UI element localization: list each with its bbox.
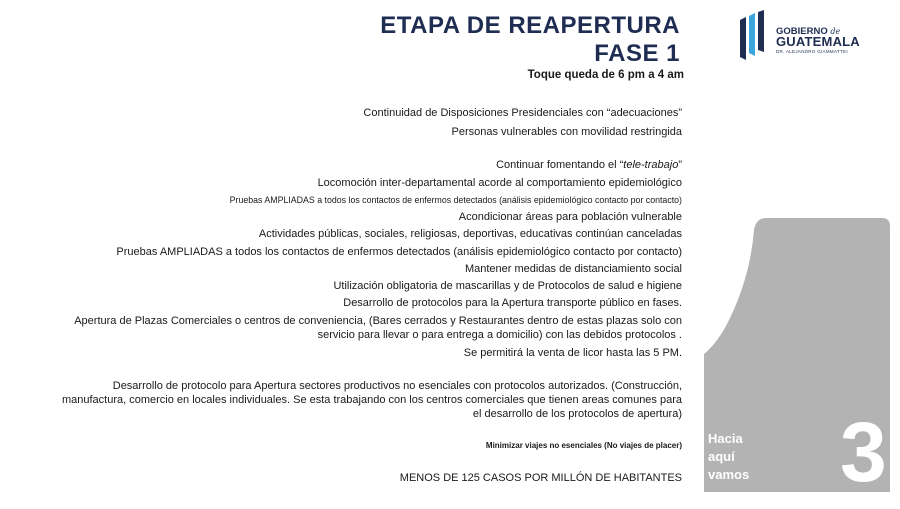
measure-item: manufactura, comercio en locales individuales. Se esta trabajando con los centros comerciales que tienen areas comunes para [61,394,682,406]
measure-item: Acondicionar áreas para población vulnerable [458,211,682,223]
measure-item: Locomoción inter-departamental acorde al comportamiento epidemiológico [317,177,682,189]
measure-item: Continuidad de Disposiciones Presidenciales con “adecuaciones” [363,107,682,119]
gobierno-guatemala-logo [740,8,870,63]
measure-item: Apertura de Plazas Comerciales o centros de conveniencia, (Bares cerrados y Restaurantes dentro de estas plazas solo con [74,315,682,327]
panel-caption: Hacia aquí vamos [708,431,750,483]
logo-gobierno-text: GOBIERNO de [776,26,841,37]
measure-item: Desarrollo de protocolo para Apertura sectores productivos no esenciales con protocolos autorizados. (Construcción, [112,380,682,392]
measure-item: Personas vulnerables con movilidad restringida [451,126,682,138]
measure-item: Pruebas AMPLIADAS a todos los contactos de enfermos detectados (análisis epidemiológico contacto por contacto) [116,246,682,258]
logo-president-text: DR. ALEJANDRO GIAMMATTEI [776,49,848,54]
phase-title: FASE 1 [594,40,680,67]
measure-item: Se permitirá la venta de licor hasta las 5 PM. [463,347,682,359]
measure-item: Mantener medidas de distanciamiento social [464,263,682,275]
logo-guatemala-text: GUATEMALA [776,34,860,49]
measure-item: Pruebas AMPLIADAS a todos los contactos de enfermos detectados (análisis epidemiológico contacto por contacto) [229,195,682,205]
progress-phase-panel [704,218,890,499]
measure-item: el desarrollo de los protocolos de apertura) [472,408,682,420]
measure-item: Actividades públicas, sociales, religiosas, deportivas, educativas continúan canceladas [258,228,682,240]
measure-item: Utilización obligatoria de mascarillas y de Protocolos de salud e higiene [333,280,682,292]
page-title: ETAPA DE REAPERTURA [380,12,680,39]
curfew-subtitle: Toque queda de 6 pm a 4 am [527,69,684,81]
case-threshold: MENOS DE 125 CASOS POR MILLÓN DE HABITANTES [399,472,682,484]
measure-item: servicio para llevar o para entrega a domicilio) con las debidos protocolos . [317,329,682,341]
measure-item: Desarrollo de protocolos para la Apertura transporte público en fases. [343,297,682,309]
measure-item: Continuar fomentando el “tele-trabajo” [496,159,682,171]
measure-item: Minimizar viajes no esenciales (No viajes de placer) [485,441,682,450]
guatemala-flag-bars-icon [740,10,770,60]
phase-number: 3 [840,405,887,499]
